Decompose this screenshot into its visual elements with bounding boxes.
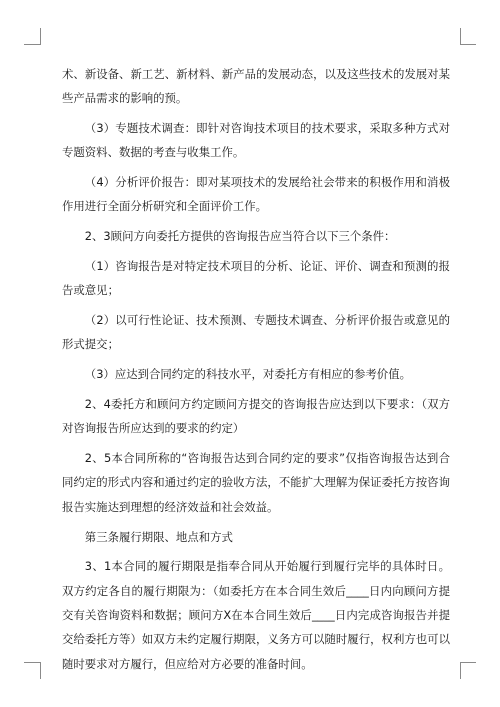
- crop-mark-top-left: [24, 44, 40, 45]
- crop-mark-top-left: [40, 28, 41, 45]
- document-body: [62, 62, 450, 681]
- crop-mark-bottom-right: [460, 662, 461, 679]
- crop-mark-bottom-left: [40, 662, 41, 679]
- paragraph: （3）专题技术调查：即针对咨询技术项目的技术要求，采取多种方式对专题资料、数据的考查与收集工作。: [62, 121, 450, 160]
- paragraph: （1）咨询报告是对特定技术项目的分析、论证、评价、调查和预测的报告或意见；: [62, 259, 450, 298]
- section-heading: 第三条履行期限、地点和方式: [84, 529, 233, 544]
- paragraph: 术、新设备、新工艺、新材料、新产品的发展动态，以及这些技术的发展对某些产品需求的影响的预。: [62, 67, 450, 106]
- paragraph: （3）应达到合同约定的科技水平，对委托方有相应的参考价值。: [84, 367, 411, 382]
- paragraph: 3、1本合同的履行期限是指奉合同从开始履行到履行完毕的具体时日。双方约定各自的履行期限为：（如委托方在本合同生效后____日内向顾问方提交有关咨询资料和数据；顾问方X在本合同生效后____日内完成咨询报告并提交给委托方等）如双方未约定履行期限，义务方可以随时履行，权利方也可以随时要求对方履行，但应给对方必要的准备时间。: [62, 559, 450, 671]
- crop-mark-top-right: [460, 44, 476, 45]
- paragraph: 2、3顾问方向委托方提供的咨询报告应当符合以下三个条件：: [84, 229, 396, 244]
- paragraph: 2、4委托方和顾问方约定顾问方提交的咨询报告应达到以下要求：（双方对咨询报告所应达到的要求的约定）: [62, 397, 450, 436]
- crop-mark-bottom-left: [24, 662, 40, 663]
- crop-mark-top-right: [460, 28, 461, 45]
- paragraph: （2）以可行性论证、技术预测、专题技术调查、分析评价报告或意见的形式提交；: [62, 313, 450, 352]
- paragraph: （4）分析评价报告：即对某项技术的发展给社会带来的积极作用和消极作用进行全面分析研究和全面评价工作。: [62, 175, 450, 214]
- crop-mark-bottom-right: [460, 662, 476, 663]
- paragraph: 2、5本合同所称的“咨询报告达到合同约定的要求”仅指咨询报告达到合同约定的形式内容和通过约定的验收方法，不能扩大理解为保证委托方按咨询报告实施达到理想的经济效益和社会效益。: [62, 451, 450, 514]
